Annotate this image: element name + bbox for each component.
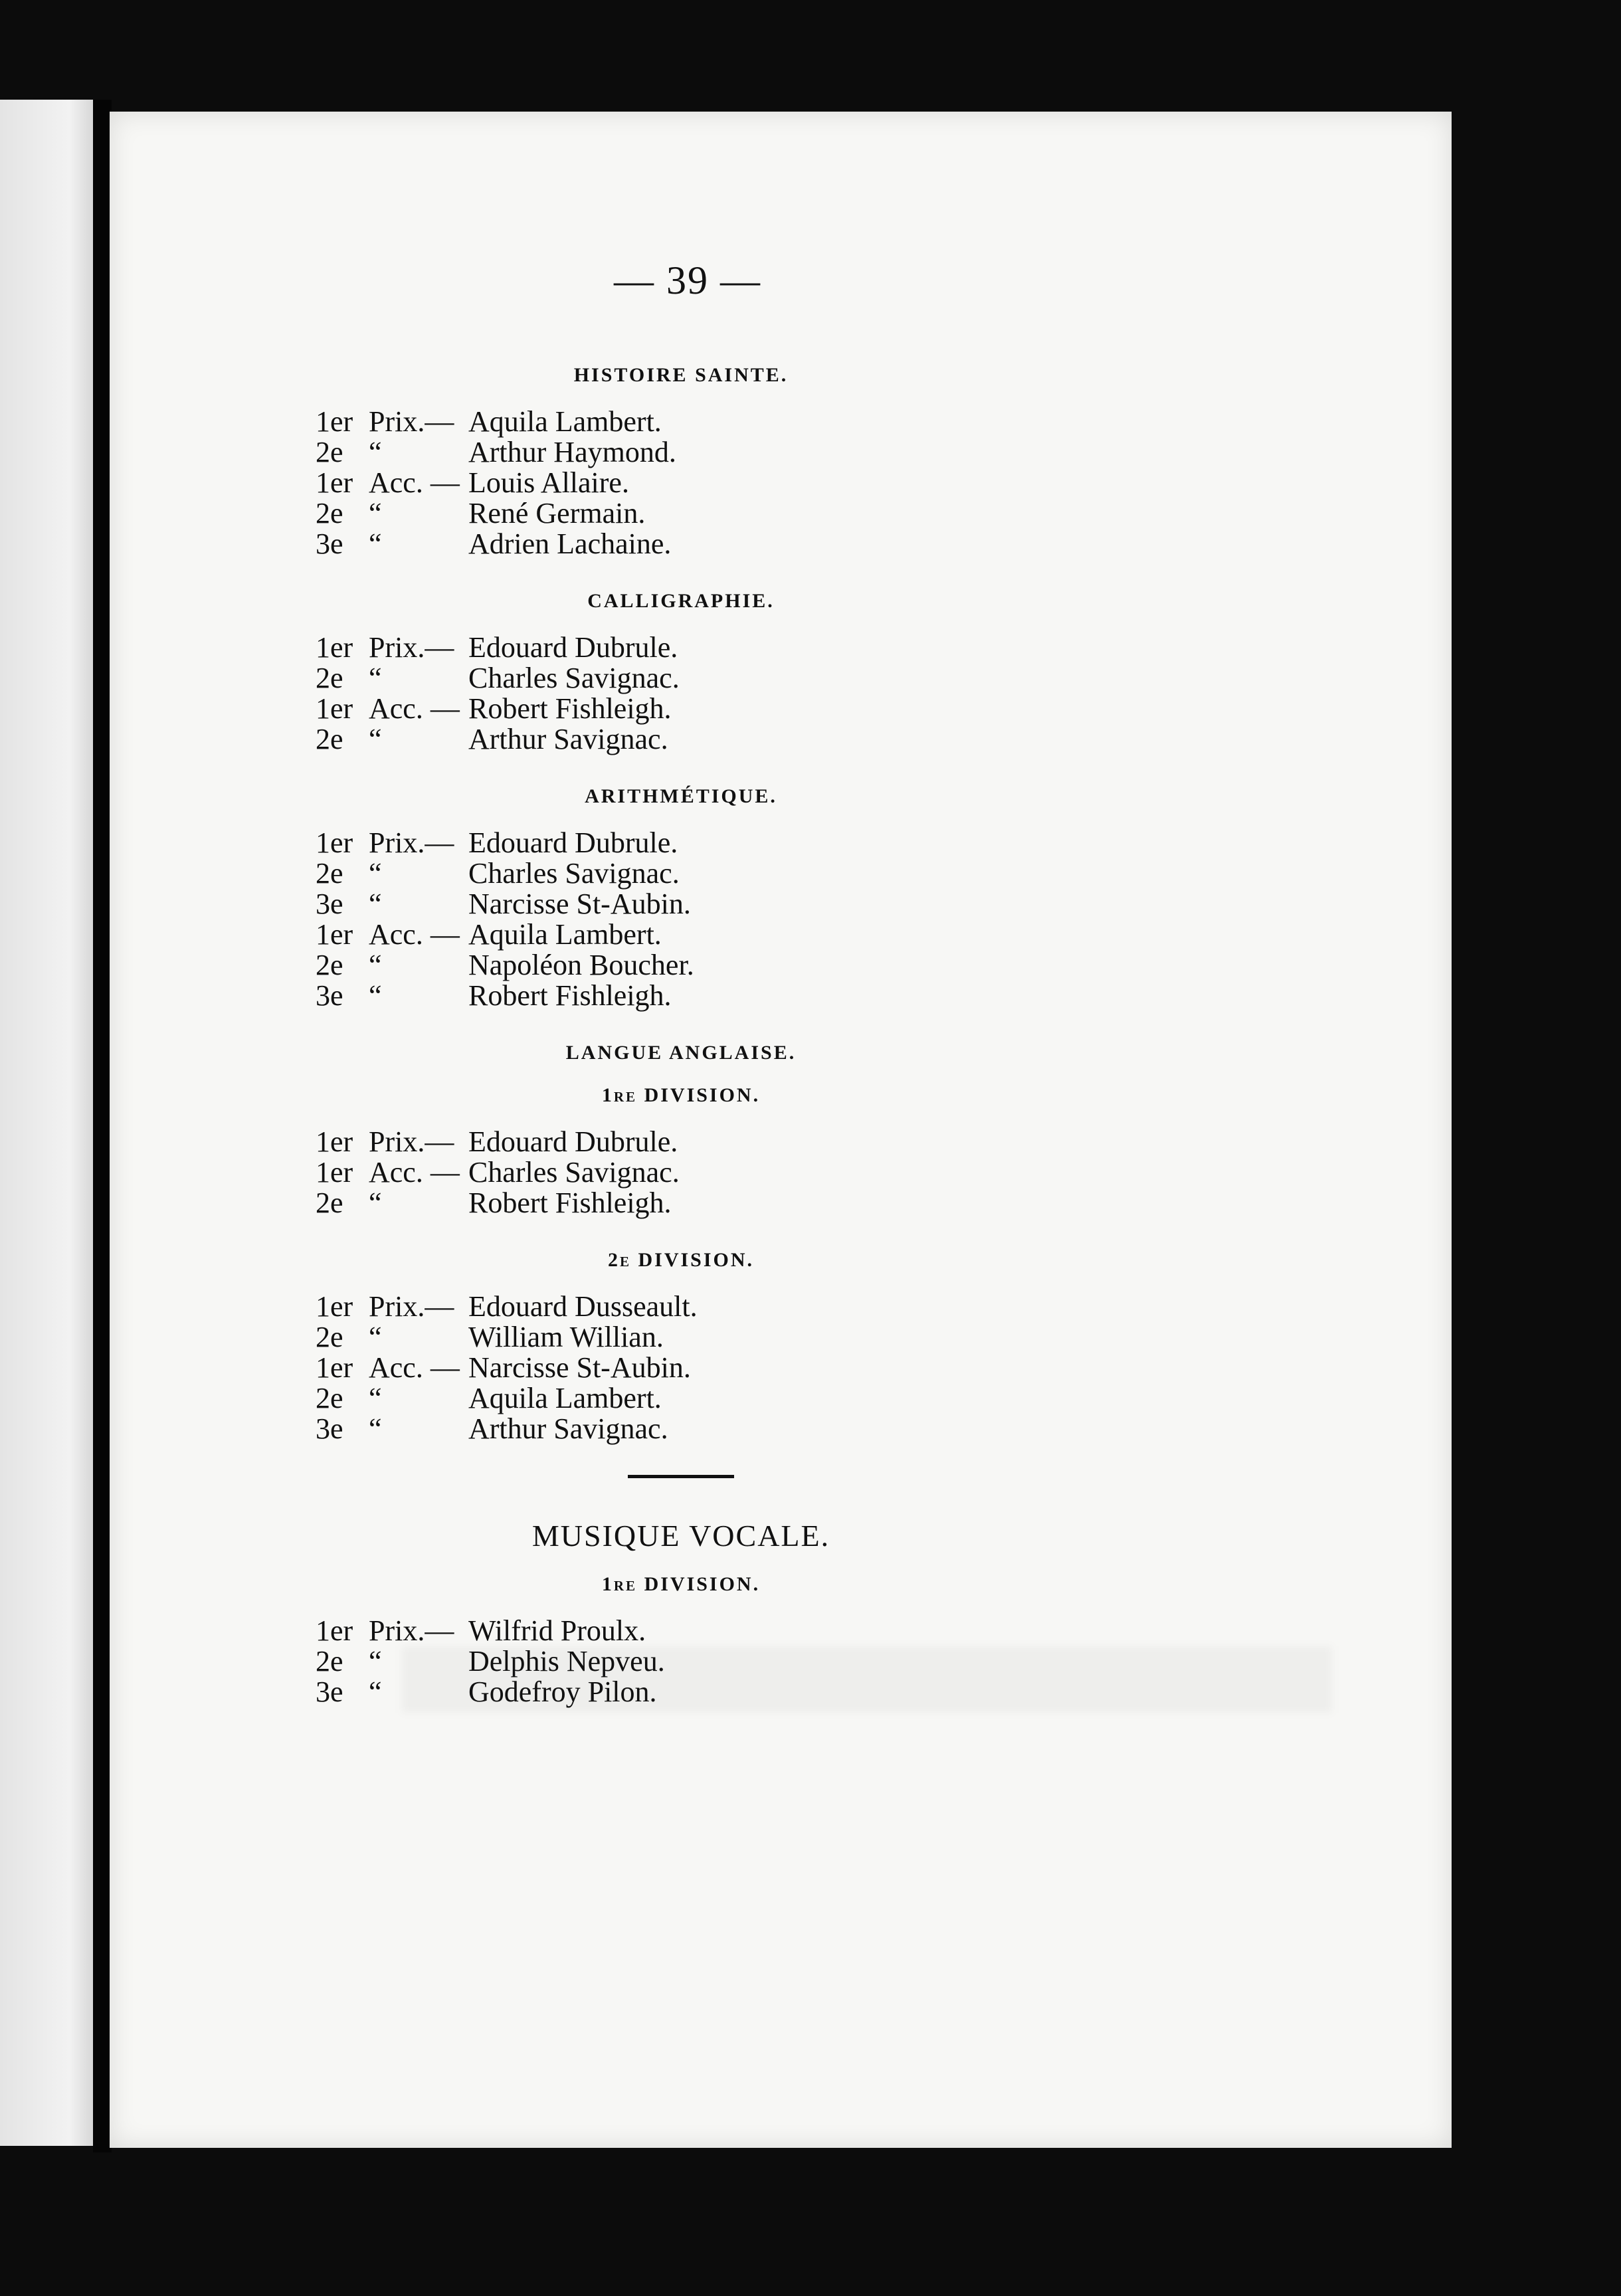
student-name: Adrien Lachaine.: [468, 527, 672, 560]
section-heading: LANGUE ANGLAISE.: [565, 1042, 797, 1064]
award-row: [316, 498, 1046, 529]
student-name: Godefroy Pilon.: [468, 1675, 657, 1708]
award-kind: Prix.—: [369, 1125, 454, 1158]
award-kind: Prix.—: [369, 826, 454, 859]
student-name: Edouard Dubrule.: [468, 631, 678, 664]
award-kind: “: [369, 723, 382, 755]
award-kind: “: [369, 949, 382, 981]
division-heading: 2e DIVISION.: [607, 1249, 755, 1271]
award-row: [316, 981, 1046, 1011]
division-heading: 1re DIVISION.: [601, 1084, 761, 1106]
award-row: [316, 1414, 1046, 1444]
student-name: Narcisse St-Aubin.: [468, 888, 691, 920]
student-name: Aquila Lambert.: [468, 1382, 662, 1414]
student-name: Arthur Haymond.: [468, 436, 676, 468]
award-row: [316, 1322, 1046, 1353]
student-name: Edouard Dubrule.: [468, 826, 678, 859]
award-kind: “: [369, 527, 382, 560]
award-rows: [316, 1616, 1046, 1707]
award-rank: 1er: [316, 826, 353, 859]
award-kind: “: [369, 662, 382, 694]
award-rank: 3e: [316, 1412, 343, 1445]
award-row: [316, 1157, 1046, 1188]
page-number: — 39 —: [614, 258, 761, 302]
award-kind: Acc. —: [369, 466, 460, 499]
student-name: Narcisse St-Aubin.: [468, 1351, 691, 1384]
student-name: René Germain.: [468, 497, 646, 529]
book-spine: [93, 100, 112, 2152]
student-name: Wilfrid Proulx.: [468, 1614, 646, 1647]
student-name: William Willian.: [468, 1321, 664, 1353]
award-kind: “: [369, 888, 382, 920]
award-row: [316, 950, 1046, 981]
student-name: Louis Allaire.: [468, 466, 629, 499]
award-row: [316, 468, 1046, 498]
document-page: [110, 112, 1452, 2148]
award-rank: 2e: [316, 436, 343, 468]
award-rank: 1er: [316, 1125, 353, 1158]
award-rank: 1er: [316, 1614, 353, 1647]
award-row: [316, 1646, 1046, 1677]
award-row: [316, 1188, 1046, 1218]
section-histoire-sainte: [316, 364, 1046, 559]
student-name: Delphis Nepveu.: [468, 1645, 665, 1677]
award-rows: [316, 828, 1046, 1011]
left-facing-page-edge: [0, 100, 100, 2146]
award-rank: 1er: [316, 405, 353, 438]
award-rank: 1er: [316, 1156, 353, 1189]
student-name: Arthur Savignac.: [468, 1412, 668, 1445]
student-name: Arthur Savignac.: [468, 723, 668, 755]
section-heading: CALLIGRAPHIE.: [587, 590, 775, 612]
award-row: [316, 1616, 1046, 1646]
award-kind: “: [369, 1382, 382, 1414]
section-divider-rule: [628, 1475, 734, 1478]
award-rank: 3e: [316, 979, 343, 1012]
award-rows: [316, 632, 1046, 755]
award-row: [316, 694, 1046, 724]
award-kind: “: [369, 497, 382, 529]
section-arithmetique: [316, 785, 1046, 1011]
award-rank: 1er: [316, 1290, 353, 1323]
award-rank: 2e: [316, 662, 343, 694]
student-name: Edouard Dusseault.: [468, 1290, 698, 1323]
award-kind: Acc. —: [369, 1351, 460, 1384]
award-kind: Prix.—: [369, 1290, 454, 1323]
award-rank: 2e: [316, 723, 343, 755]
award-kind: “: [369, 1675, 382, 1708]
award-row: [316, 1353, 1046, 1383]
award-row: [316, 663, 1046, 694]
award-row: [316, 437, 1046, 468]
award-kind: Acc. —: [369, 692, 460, 725]
student-name: Robert Fishleigh.: [468, 979, 672, 1012]
section-calligraphie: [316, 590, 1046, 755]
award-kind: Prix.—: [369, 1614, 454, 1647]
award-kind: Acc. —: [369, 1156, 460, 1189]
award-row: [316, 529, 1046, 559]
student-name: Charles Savignac.: [468, 662, 680, 694]
award-rank: 3e: [316, 527, 343, 560]
award-row: [316, 632, 1046, 663]
award-rank: 2e: [316, 1187, 343, 1219]
award-rows: [316, 407, 1046, 559]
award-rank: 1er: [316, 466, 353, 499]
award-row: [316, 1127, 1046, 1157]
award-kind: “: [369, 1412, 382, 1445]
award-kind: “: [369, 1645, 382, 1677]
award-row: [316, 1292, 1046, 1322]
award-kind: Acc. —: [369, 918, 460, 951]
student-name: Aquila Lambert.: [468, 405, 662, 438]
award-row: [316, 724, 1046, 755]
prize-list: [316, 364, 1046, 1738]
award-row: [316, 1383, 1046, 1414]
division-heading: 1re DIVISION.: [601, 1573, 761, 1595]
award-rank: 3e: [316, 1675, 343, 1708]
award-row: [316, 858, 1046, 889]
section-heading: HISTOIRE SAINTE.: [573, 364, 789, 386]
section-heading: ARITHMÉTIQUE.: [585, 785, 777, 807]
award-rank: 2e: [316, 497, 343, 529]
student-name: Robert Fishleigh.: [468, 1187, 672, 1219]
student-name: Edouard Dubrule.: [468, 1125, 678, 1158]
award-kind: “: [369, 979, 382, 1012]
student-name: Robert Fishleigh.: [468, 692, 672, 725]
award-rows: [316, 1127, 1046, 1218]
award-row: [316, 1677, 1046, 1707]
major-heading: MUSIQUE VOCALE.: [531, 1519, 830, 1553]
award-kind: “: [369, 1321, 382, 1353]
award-rows: [316, 1292, 1046, 1444]
award-rank: 1er: [316, 918, 353, 951]
award-kind: “: [369, 857, 382, 890]
award-row: [316, 828, 1046, 858]
award-rank: 1er: [316, 692, 353, 725]
section-langue-anglaise-div2: [316, 1249, 1046, 1444]
award-rank: 1er: [316, 631, 353, 664]
section-langue-anglaise-div1: [316, 1042, 1046, 1218]
award-rank: 1er: [316, 1351, 353, 1384]
student-name: Napoléon Boucher.: [468, 949, 694, 981]
student-name: Aquila Lambert.: [468, 918, 662, 951]
award-row: [316, 919, 1046, 950]
award-kind: Prix.—: [369, 631, 454, 664]
award-kind: “: [369, 436, 382, 468]
award-rank: 2e: [316, 1645, 343, 1677]
award-rank: 2e: [316, 1321, 343, 1353]
award-rank: 2e: [316, 857, 343, 890]
award-row: [316, 889, 1046, 919]
student-name: Charles Savignac.: [468, 857, 680, 890]
award-row: [316, 407, 1046, 437]
award-rank: 2e: [316, 949, 343, 981]
section-musique-vocale: [316, 1518, 1046, 1707]
award-rank: 3e: [316, 888, 343, 920]
award-rank: 2e: [316, 1382, 343, 1414]
award-kind: “: [369, 1187, 382, 1219]
student-name: Charles Savignac.: [468, 1156, 680, 1189]
award-kind: Prix.—: [369, 405, 454, 438]
